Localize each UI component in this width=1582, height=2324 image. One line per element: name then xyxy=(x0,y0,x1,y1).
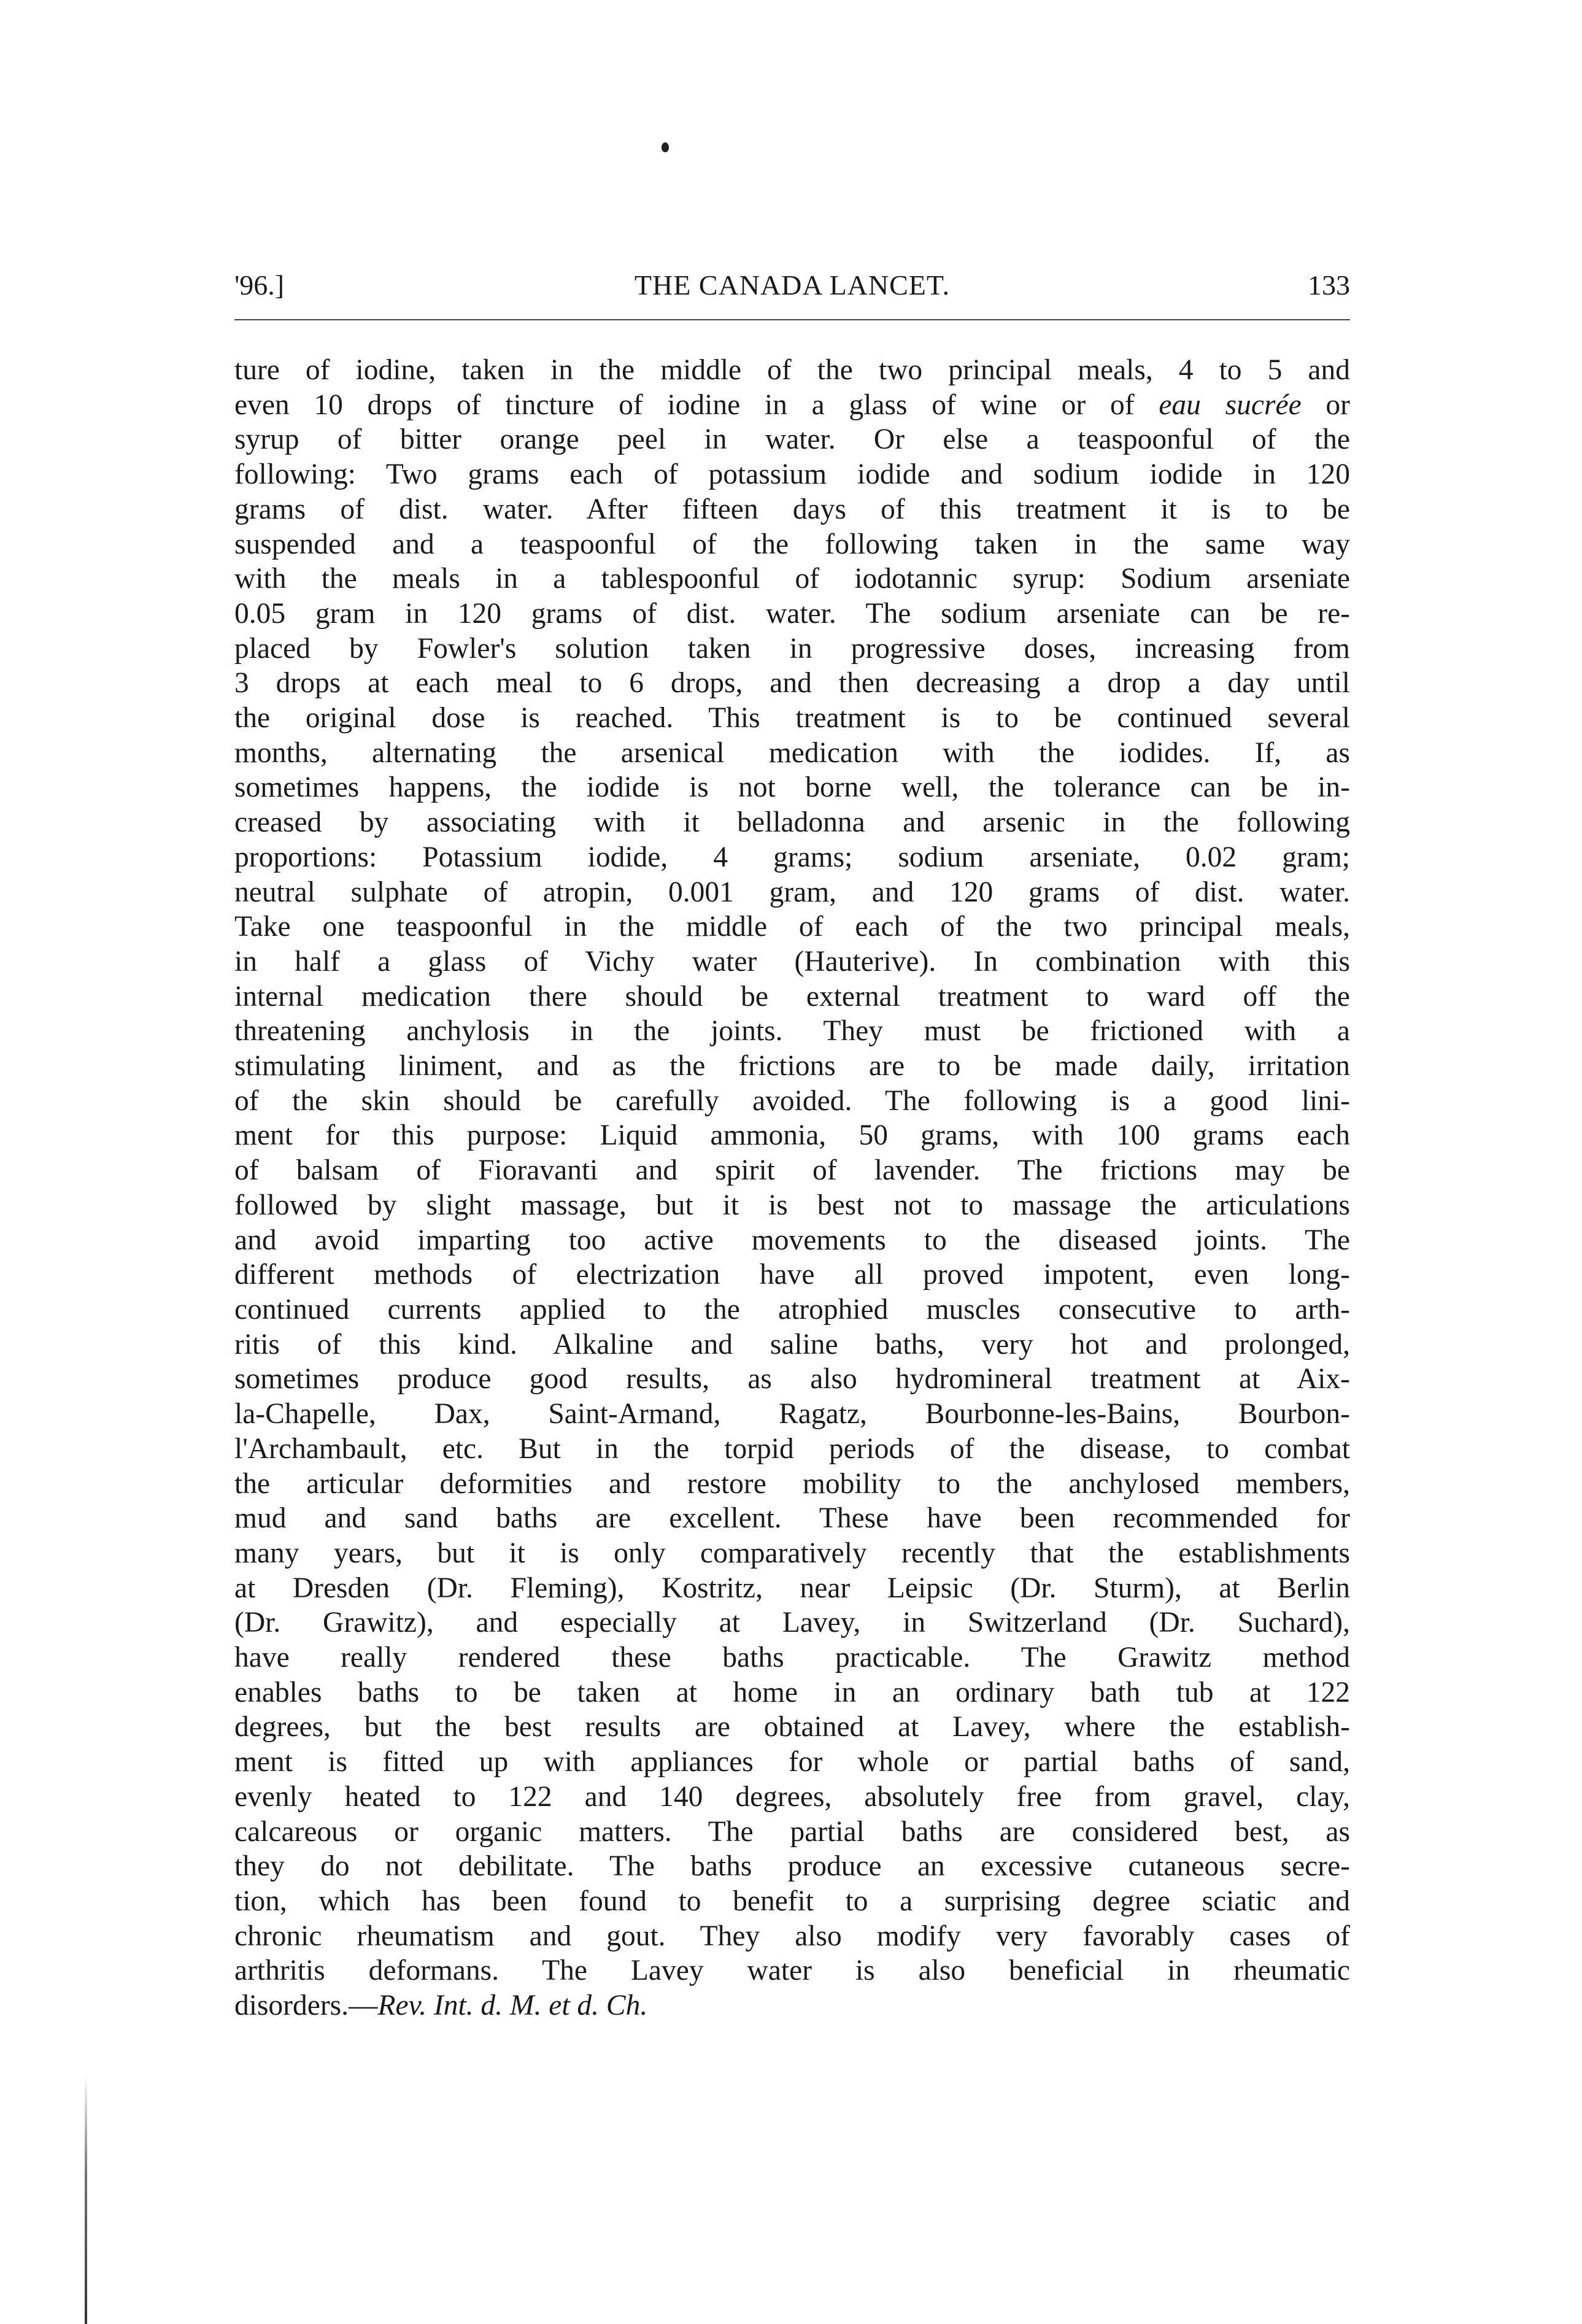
volume-label: '96.] xyxy=(234,269,285,301)
body-line: followed by slight massage, but it is best not to massage the articulations xyxy=(234,1189,1350,1221)
body-line: creased by associating with it belladonna and arsenic in the following xyxy=(234,806,1350,839)
body-line: neutral sulphate of atropin, 0.001 gram, and 120 grams of dist. water. xyxy=(234,876,1350,908)
body-line: the original dose is reached. This treatment is to be continued several xyxy=(234,702,1350,735)
body-line: following: Two grams each of potassium iodide and sodium iodide in 120 xyxy=(234,458,1350,491)
source-citation: Rev. Int. d. M. et d. Ch. xyxy=(377,1990,648,2022)
body-line: stimulating liniment, and as the frictions are to be made daily, irritation xyxy=(234,1050,1350,1083)
body-line: proportions: Potassium iodide, 4 grams; sodium arseniate, 0.02 gram; xyxy=(234,841,1350,873)
body-line: at Dresden (Dr. Fleming), Kostritz, near Leipsic (Dr. Sturm), at Berlin xyxy=(234,1572,1350,1604)
body-line: ment is fitted up with appliances for whole or partial baths of sand, xyxy=(234,1746,1350,1778)
body-line: even 10 drops of tincture of iodine in a glass of wine or of eau sucrée or xyxy=(234,388,1350,421)
body-line: arthritis deformans. The Lavey water is also beneficial in rheumatic xyxy=(234,1955,1350,1987)
body-line: months, alternating the arsenical medication with the iodides. If, as xyxy=(234,736,1350,769)
body-line: degrees, but the best results are obtained at Lavey, where the establish- xyxy=(234,1711,1350,1743)
body-line: the articular deformities and restore mobility to the anchylosed members, xyxy=(234,1467,1350,1500)
body-line: continued currents applied to the atrophied muscles consecutive to arth- xyxy=(234,1293,1350,1326)
body-line: Take one teaspoonful in the middle of each of the two principal meals, xyxy=(234,911,1350,943)
journal-title: THE CANADA LANCET. xyxy=(634,269,951,301)
body-line: and avoid imparting too active movements to the diseased joints. The xyxy=(234,1224,1350,1256)
body-line: 3 drops at each meal to 6 drops, and then decreasing a drop a day until xyxy=(234,667,1350,700)
body-line: enables baths to be taken at home in an ordinary bath tub at 122 xyxy=(234,1676,1350,1708)
page-number: 133 xyxy=(1308,269,1350,301)
body-line: la-Chapelle, Dax, Saint-Armand, Ragatz, Bourbonne-les-Bains, Bourbon- xyxy=(234,1398,1350,1430)
article-body xyxy=(234,353,1350,2023)
body-line: have really rendered these baths practicable. The Grawitz method xyxy=(234,1642,1350,1674)
running-header xyxy=(234,264,1350,307)
final-line xyxy=(234,1988,1350,2023)
scan-edge-shadow xyxy=(85,2074,87,2324)
body-line: different methods of electrization have all proved impotent, even long- xyxy=(234,1259,1350,1291)
body-line: 0.05 gram in 120 grams of dist. water. The sodium arseniate can be re- xyxy=(234,597,1350,630)
body-line: chronic rheumatism and gout. They also modify very favorably cases of xyxy=(234,1920,1350,1952)
body-line: ture of iodine, taken in the middle of the two principal meals, 4 to 5 and xyxy=(234,354,1350,386)
body-line: many years, but it is only comparatively recently that the establishments xyxy=(234,1537,1350,1569)
body-line: placed by Fowler's solution taken in progressive doses, increasing from xyxy=(234,632,1350,665)
body-line: threatening anchylosis in the joints. They must be frictioned with a xyxy=(234,1015,1350,1048)
body-line: with the meals in a tablespoonful of iodotannic syrup: Sodium arseniate xyxy=(234,563,1350,595)
body-line: grams of dist. water. After fifteen days of this treatment it is to be xyxy=(234,493,1350,525)
body-line: tion, which has been found to benefit to a surprising degree sciatic and xyxy=(234,1885,1350,1917)
body-line: l'Archambault, etc. But in the torpid periods of the disease, to combat xyxy=(234,1432,1350,1465)
body-line: in half a glass of Vichy water (Hauterive). In combination with this xyxy=(234,945,1350,978)
body-line: ritis of this kind. Alkaline and saline baths, very hot and prolonged, xyxy=(234,1328,1350,1361)
body-line: internal medication there should be external treatment to ward off the xyxy=(234,980,1350,1013)
header-rule xyxy=(234,319,1350,320)
body-line: evenly heated to 122 and 140 degrees, absolutely free from gravel, clay, xyxy=(234,1780,1350,1813)
body-line: they do not debilitate. The baths produce an excessive cutaneous secre- xyxy=(234,1850,1350,1883)
body-line: (Dr. Grawitz), and especially at Lavey, in Switzerland (Dr. Suchard), xyxy=(234,1607,1350,1639)
body-line: ment for this purpose: Liquid ammonia, 50 grams, with 100 grams each xyxy=(234,1119,1350,1152)
body-line: suspended and a teaspoonful of the following taken in the same way xyxy=(234,528,1350,560)
body-line: mud and sand baths are excellent. These have been recommended for xyxy=(234,1502,1350,1535)
body-line: calcareous or organic matters. The partial baths are considered best, as xyxy=(234,1815,1350,1848)
final-line-text: disorders.— xyxy=(234,1990,378,2022)
body-line: of balsam of Fioravanti and spirit of lavender. The frictions may be xyxy=(234,1154,1350,1187)
ink-dot-mark xyxy=(662,142,669,152)
body-line: syrup of bitter orange peel in water. Or else a teaspoonful of the xyxy=(234,423,1350,456)
body-line: sometimes produce good results, as also hydromineral treatment at Aix- xyxy=(234,1363,1350,1396)
italic-term: eau sucrée xyxy=(1159,388,1302,421)
body-line: sometimes happens, the iodide is not borne well, the tolerance can be in- xyxy=(234,771,1350,804)
body-line: of the skin should be carefully avoided. The following is a good lini- xyxy=(234,1084,1350,1117)
